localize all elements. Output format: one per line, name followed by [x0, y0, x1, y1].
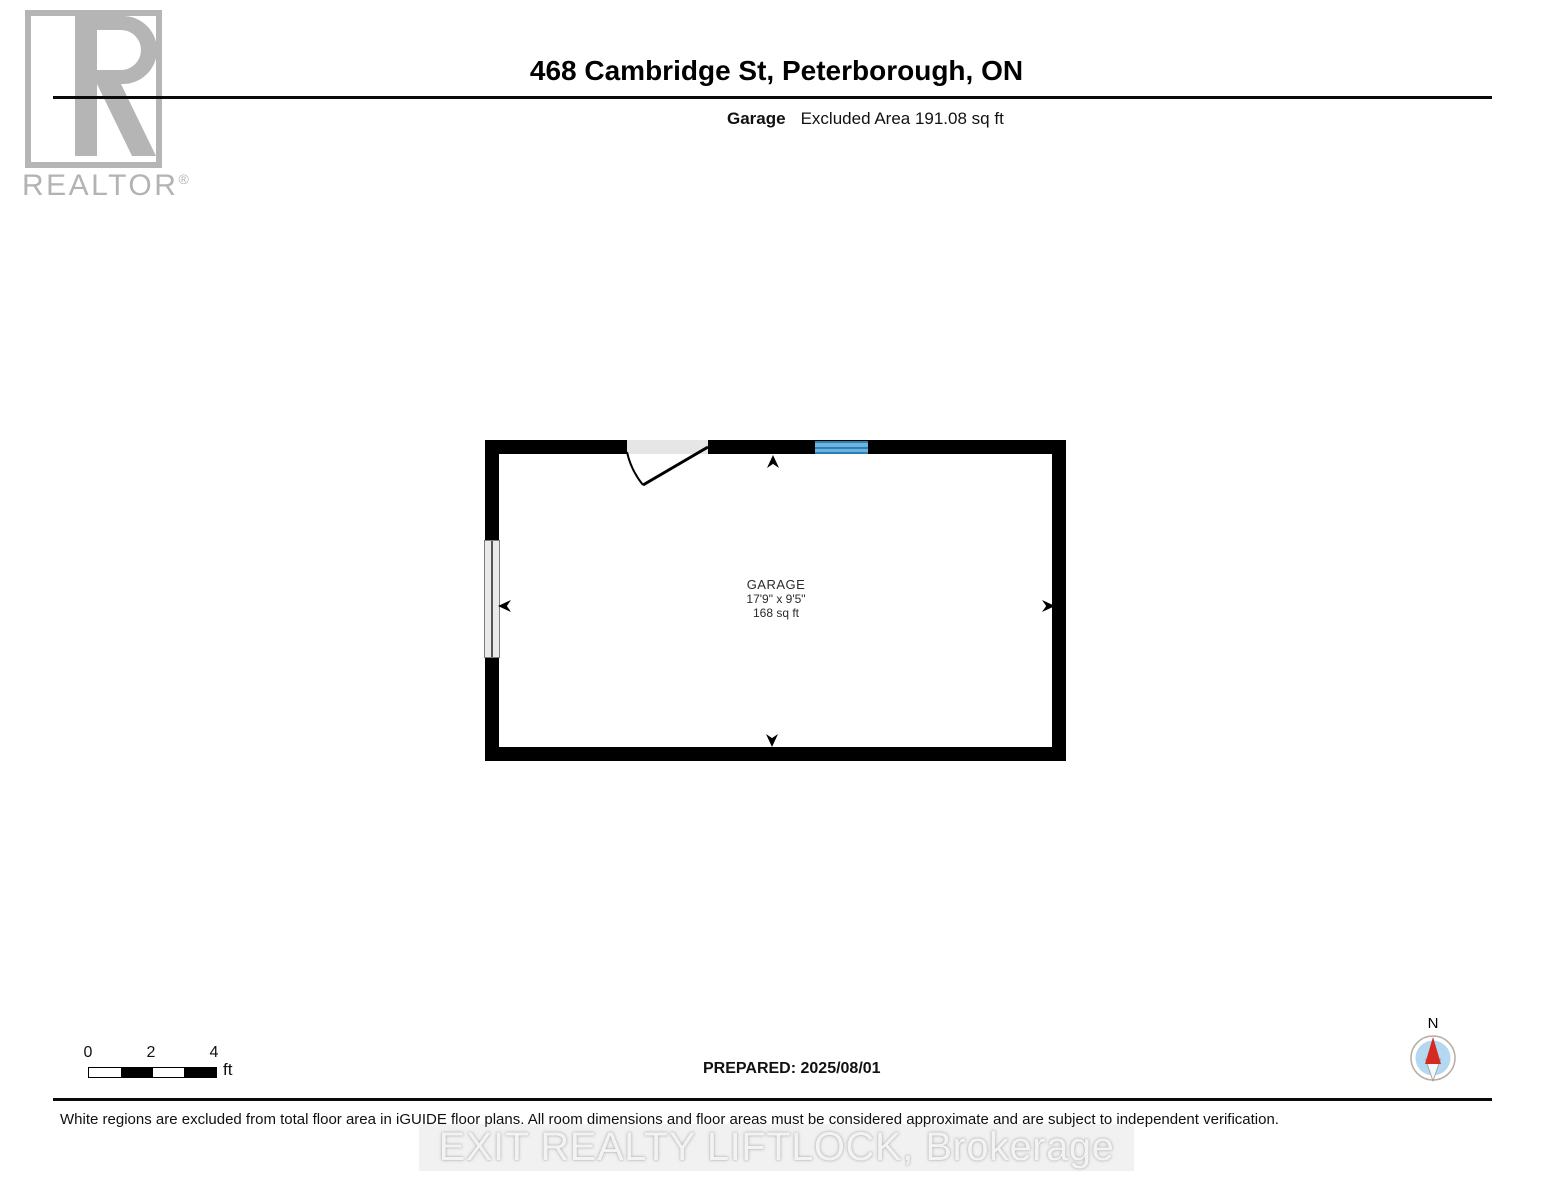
scale-tick-0: 0 — [83, 1044, 93, 1061]
subtitle — [727, 109, 1004, 129]
brokerage-watermark: EXIT REALTY LIFTLOCK, Brokerage — [419, 1124, 1135, 1171]
dimension-arrow-down-icon — [766, 734, 778, 747]
scale-segment — [153, 1068, 185, 1077]
scale-unit: ft — [223, 1060, 233, 1079]
excluded-area-value: Excluded Area 191.08 sq ft — [800, 109, 1004, 128]
wall-right — [1052, 440, 1066, 761]
scale-segment — [121, 1068, 153, 1077]
window-pane-line — [491, 541, 493, 657]
room-label — [646, 577, 906, 620]
disclaimer-text: White regions are excluded from total floor area in iGUIDE floor plans. All room dimensions and floor areas must be considered approximate and are subject to independent verification. — [60, 1111, 1279, 1128]
prepared-date: PREPARED: 2025/08/01 — [703, 1060, 881, 1077]
realtor-logo-word: REALTOR — [22, 169, 179, 202]
room-area: 168 sq ft — [752, 606, 800, 620]
door-swing-icon — [618, 438, 718, 493]
window-top — [815, 441, 868, 454]
compass-icon — [1405, 1008, 1461, 1092]
compass-north-label: N — [1427, 1015, 1439, 1032]
window-pane-line — [815, 447, 868, 449]
realtor-logo-icon — [25, 10, 162, 168]
header-divider — [53, 96, 1492, 99]
scale-tick-2: 2 — [146, 1044, 156, 1061]
dimension-arrow-up-icon — [767, 455, 779, 468]
room-name-label: Garage — [727, 109, 786, 128]
scale-segment — [184, 1068, 216, 1077]
window-left — [484, 540, 500, 658]
wall-bottom — [485, 747, 1066, 761]
registered-mark: ® — [178, 171, 192, 187]
room-dimensions: 17'9" x 9'5" — [746, 592, 806, 606]
page-title: 468 Cambridge St, Peterborough, ON — [529, 55, 1024, 86]
scale-bar — [88, 1067, 217, 1078]
wall-top — [485, 440, 1066, 454]
scale-segment — [89, 1068, 121, 1077]
room-name: GARAGE — [746, 577, 806, 592]
footer-divider — [53, 1098, 1492, 1101]
realtor-logo-text — [22, 169, 191, 203]
scale-tick-4: 4 — [209, 1044, 219, 1061]
watermark-row — [0, 1124, 1553, 1171]
